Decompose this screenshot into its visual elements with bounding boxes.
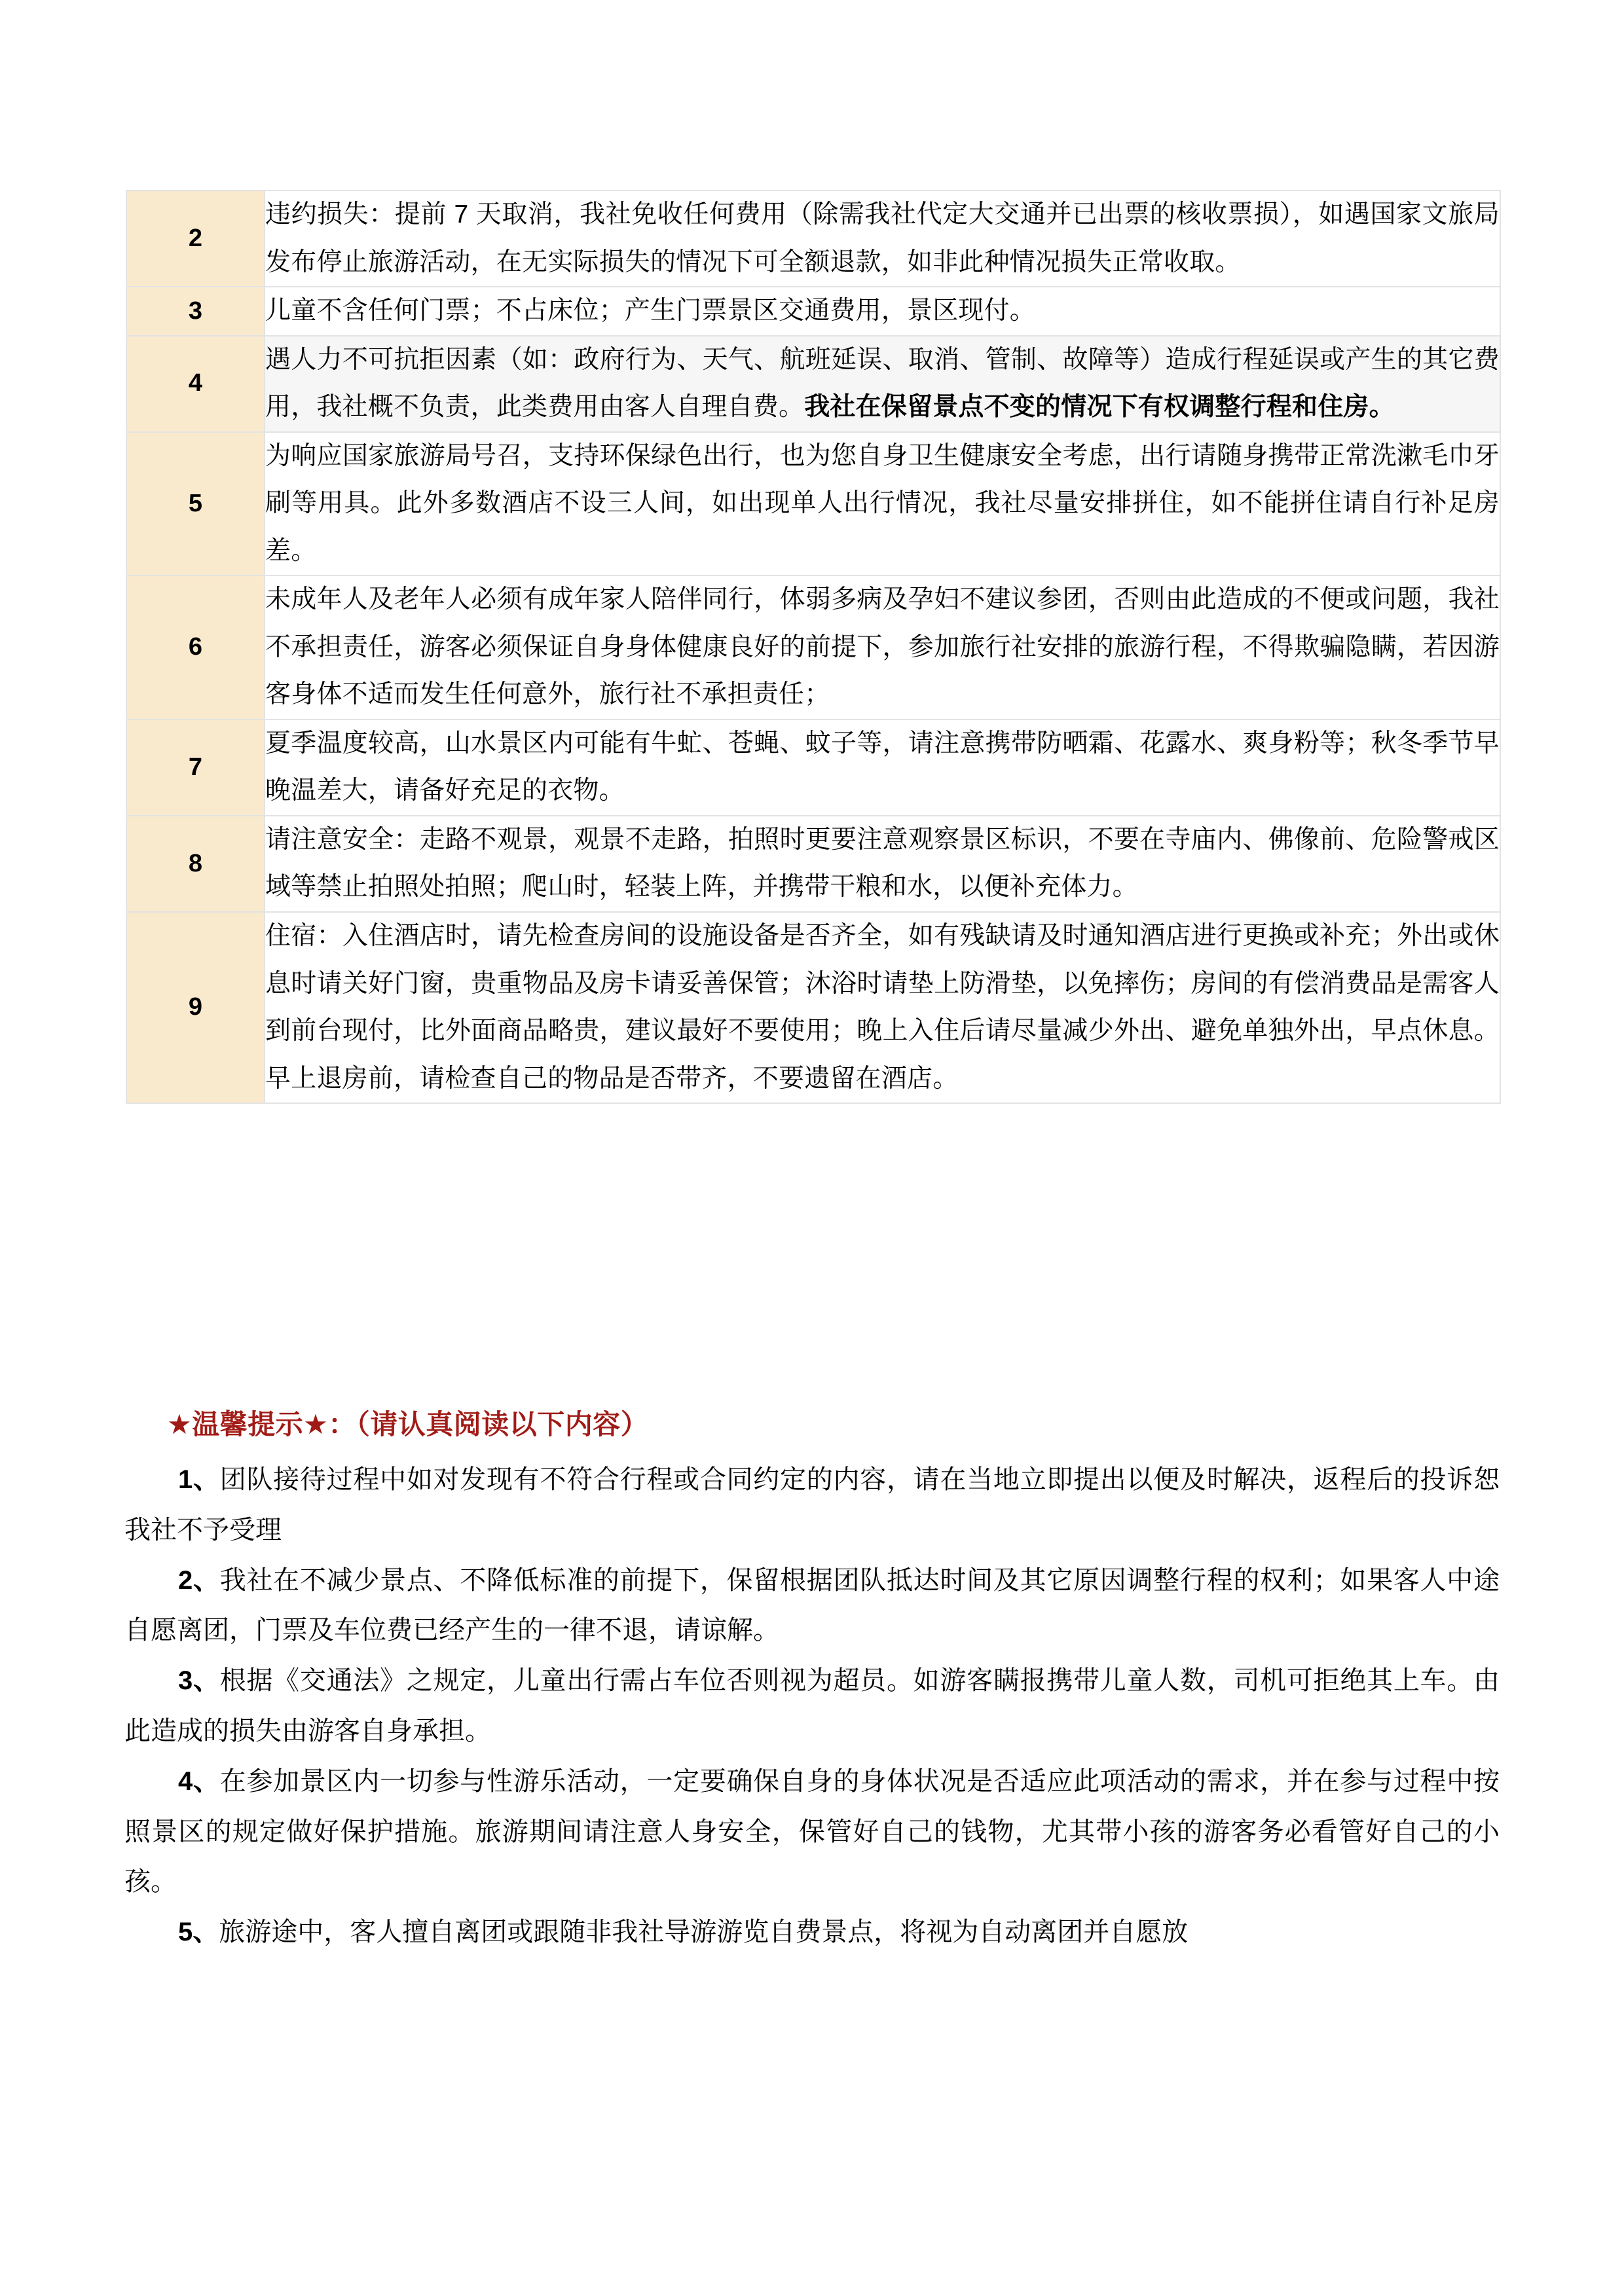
body-text: 为响应国家旅游局号召，支持环保绿色出行，也为您自身卫生健康安全考虑，出行请随身携带正常洗漱毛巾牙刷等用具。此外多数酒店不设三人间，如出现单人出行情况，我社尽量安排拼住，如不能拼住请自行补足房差。 [265,441,1500,565]
body-text: 违约损失：提前 7 天取消，我社免收任何费用（除需我社代定大交通并已出票的核收票损），如遇国家文旅局发布停止旅游活动，在无实际损失的情况下可全额退款，如非此种情况损失正常收取。 [265,200,1500,276]
table-row [126,575,1500,720]
tip-index: 1、 [178,1465,220,1494]
body-text: 请注意安全：走路不观景，观景不走路，拍照时更要注意观察景区标识，不要在寺庙内、佛像前、危险警戒区域等禁止拍照处拍照；爬山时，轻装上阵，并携带干粮和水，以便补充体力。 [265,825,1500,902]
row-content-cell [265,720,1500,816]
row-content-cell [265,816,1500,912]
tip-index: 4、 [178,1766,220,1796]
emphasis-text: 我社在保留景点不变的情况下有权调整行程和住房。 [804,393,1395,422]
tip-text: 我社在不减少景点、不降低标准的前提下，保留根据团队抵达时间及其它原因调整行程的权利；如果客人中途自愿离团，门票及车位费已经产生的一律不退，请谅解。 [124,1565,1500,1645]
table-row [126,912,1500,1103]
table-row [126,336,1500,432]
body-text: 夏季温度较高，山水景区内可能有牛虻、苍蝇、蚊子等，请注意携带防晒霜、花露水、爽身粉等；秋冬季节早晚温差大，请备好充足的衣物。 [265,729,1500,805]
tip-text: 旅游途中，客人擅自离团或跟随非我社导游游览自费景点，将视为自动离团并自愿放 [219,1918,1189,1947]
tip-text: 团队接待过程中如对发现有不符合行程或合同约定的内容，请在当地立即提出以便及时解决，返程后的投诉恕我社不予受理 [124,1465,1500,1544]
table-row [126,287,1500,336]
tip-index: 3、 [178,1666,220,1696]
row-number-cell: 2 [126,191,265,287]
tip-item [124,1757,1500,1907]
row-content-cell [265,575,1500,720]
warm-tips-heading: ★温馨提示★：（请认真阅读以下内容） [167,1409,649,1440]
row-number-cell: 3 [126,287,265,336]
row-number-cell: 5 [126,432,265,576]
row-number-cell: 6 [126,575,265,720]
tip-text: 在参加景区内一切参与性游乐活动，一定要确保自身的身体状况是否适应此项活动的需求，并在参与过程中按照景区的规定做好保护措施。旅游期间请注意人身安全，保管好自己的钱物，尤其带小孩的游客务必看管好自己的小孩。 [124,1766,1500,1897]
row-number-cell: 7 [126,720,265,816]
row-content-cell [265,191,1500,287]
body-text: 住宿：入住酒店时，请先检查房间的设施设备是否齐全，如有残缺请及时通知酒店进行更换或补充；外出或休息时请关好门窗，贵重物品及房卡请妥善保管；沐浴时请垫上防滑垫，以免摔伤；房间的有偿消费品是需客人到前台现付，比外面商品略贵，建议最好不要使用；晚上入住后请尽量减少外出、避免单独外出，早点休息。早上退房前，请检查自己的物品是否带齐，不要遗留在酒店。 [265,921,1500,1093]
row-content-cell [265,432,1500,576]
body-text: 未成年人及老年人必须有成年家人陪伴同行，体弱多病及孕妇不建议参团，否则由此造成的不便或问题，我社不承担责任，游客必须保证自身身体健康良好的前提下，参加旅行社安排的旅游行程，不得欺骗隐瞒，若因游客身体不适而发生任何意外，旅行社不承担责任； [265,585,1500,709]
row-content-cell [265,336,1500,432]
tip-item [124,1556,1500,1656]
tip-item [124,1656,1500,1757]
body-text: 儿童不含任何门票；不占床位；产生门票景区交通费用，景区现付。 [265,297,1036,325]
row-content-cell [265,912,1500,1103]
table-body [126,191,1500,1103]
row-number-cell: 8 [126,816,265,912]
tip-text: 根据《交通法》之规定，儿童出行需占车位否则视为超员。如游客瞒报携带儿童人数，司机可拒绝其上车。由此造成的损失由游客自身承担。 [124,1666,1500,1745]
warm-tips-list [124,1455,1500,1958]
tip-item [124,1907,1500,1958]
row-content-cell [265,287,1500,336]
table-row [126,720,1500,816]
tip-index: 2、 [178,1565,220,1595]
body-text: 遇人力不可抗拒因素（如：政府行为、天气、航班延误、取消、管制、故障等）造成行程延误或产生的其它费用，我社概不负责，此类费用由客人自理自费。 [265,345,1500,422]
tip-index: 5、 [178,1918,219,1947]
table-row [126,432,1500,576]
row-number-cell: 4 [126,336,265,432]
row-number-cell: 9 [126,912,265,1103]
travel-notice-table [126,190,1501,1104]
tip-item [124,1455,1500,1556]
table-row [126,816,1500,912]
table-row [126,191,1500,287]
